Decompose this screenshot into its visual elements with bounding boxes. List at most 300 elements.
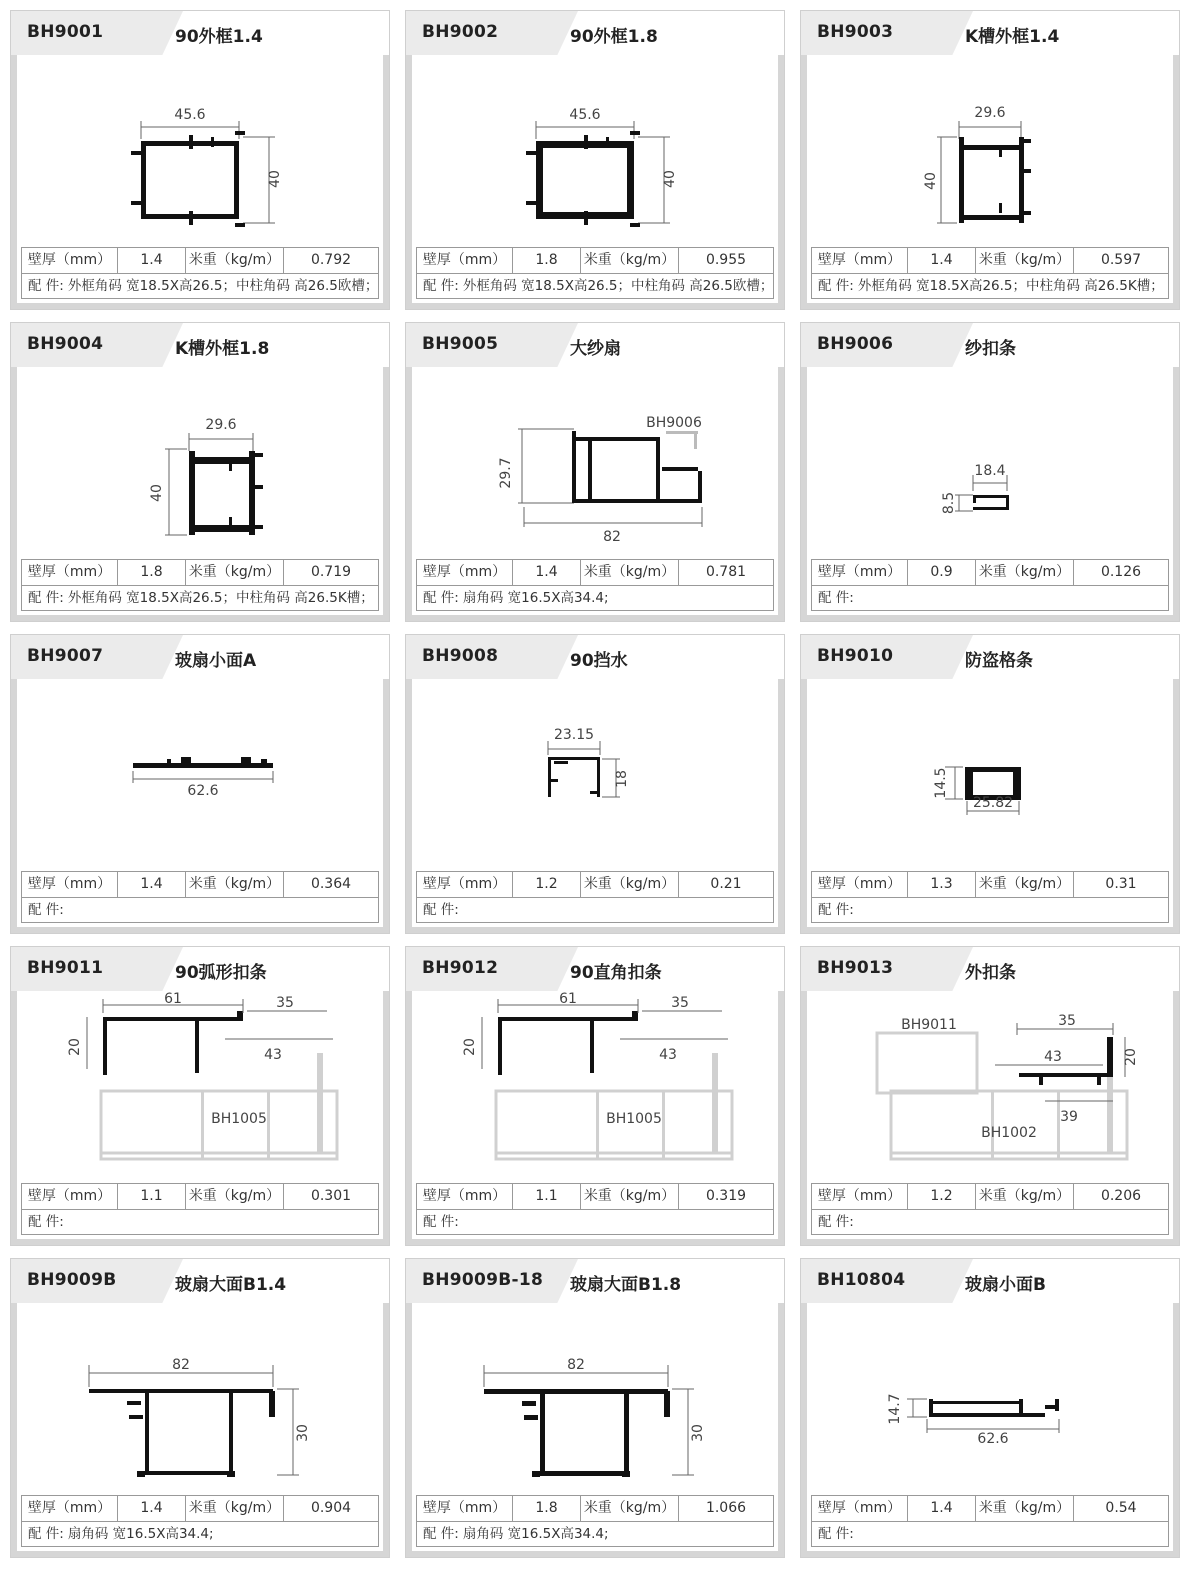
profile-part xyxy=(572,499,702,503)
dim-label: BH1002 xyxy=(981,1125,1037,1141)
weight-value: 0.31 xyxy=(1105,876,1137,892)
product-card xyxy=(405,10,785,310)
profile-part xyxy=(189,135,193,149)
thickness-value: 1.4 xyxy=(118,248,186,274)
card-body xyxy=(17,679,383,927)
profile-part xyxy=(103,1017,243,1021)
profile-part xyxy=(999,147,1002,157)
spec-row xyxy=(417,872,773,898)
profile-drawing xyxy=(412,55,778,247)
profile-part xyxy=(596,1091,599,1159)
product-card xyxy=(10,322,390,622)
thickness-value: 1.4 xyxy=(908,248,976,274)
dim-label: 14.7 xyxy=(887,1393,903,1425)
product-title: 大纱扇 xyxy=(570,339,621,359)
card-body xyxy=(807,991,1173,1239)
profile-part xyxy=(606,137,609,147)
card-body xyxy=(807,55,1173,303)
profile-drawing xyxy=(17,55,383,247)
drawing-area xyxy=(807,679,1173,871)
profile-drawing xyxy=(807,55,1173,247)
spec-table xyxy=(21,871,379,923)
profile-part xyxy=(694,431,697,449)
profile-part xyxy=(189,457,253,464)
profile-part xyxy=(965,767,973,799)
dim-label: 39 xyxy=(1060,1109,1078,1125)
card-body xyxy=(17,991,383,1239)
card-body xyxy=(807,367,1173,615)
profile-part xyxy=(959,215,1021,220)
profile-part xyxy=(1019,1399,1023,1417)
product-title: 玻扇大面B1.4 xyxy=(175,1275,287,1295)
accessory-label: 配 件: xyxy=(423,278,459,294)
thickness-value: 1.1 xyxy=(513,1184,581,1210)
spec-row xyxy=(812,872,1168,898)
product-card xyxy=(405,634,785,934)
dim-label: 20 xyxy=(67,1038,83,1056)
profile-part xyxy=(234,141,239,219)
accessory-label: 配 件: xyxy=(818,1214,854,1230)
thickness-value: 1.2 xyxy=(908,1184,976,1210)
profile-part xyxy=(127,1401,141,1405)
spec-row xyxy=(417,1184,773,1210)
drawing-area xyxy=(17,1303,383,1495)
dim-label: 82 xyxy=(567,1357,585,1373)
drawing-area xyxy=(412,55,778,247)
profile-part xyxy=(189,211,193,225)
profile-drawing xyxy=(807,679,1173,871)
accessory-value: 扇角码 宽16.5X高34.4; xyxy=(462,1526,609,1542)
accessory-value: 外框角码 宽18.5X高26.5；中柱角码 高26.5欧槽； xyxy=(462,278,773,294)
profile-part xyxy=(590,791,600,794)
product-code: BH9011 xyxy=(27,958,104,978)
weight-value: 0.719 xyxy=(310,564,352,580)
spec-table xyxy=(811,1495,1169,1547)
accessory-label: 配 件: xyxy=(28,902,64,918)
thickness-label: 壁厚（mm） xyxy=(417,248,513,274)
accessory-row xyxy=(812,1522,1168,1546)
card-header xyxy=(801,11,1179,55)
spec-table xyxy=(416,247,774,299)
profile-part xyxy=(133,763,273,768)
thickness-value: 0.9 xyxy=(908,560,976,586)
weight-value: 0.792 xyxy=(310,252,352,268)
accessory-value: 外框角码 宽18.5X高26.5；中柱角码 高26.5K槽； xyxy=(857,278,1164,294)
profile-part xyxy=(131,201,143,205)
product-code: BH9007 xyxy=(27,646,104,666)
spec-row xyxy=(22,248,378,274)
dim-label: BH9006 xyxy=(646,415,702,431)
drawing-area xyxy=(412,1303,778,1495)
profile-part xyxy=(229,517,232,527)
profile-part xyxy=(973,495,976,503)
profile-part xyxy=(181,757,191,765)
profile-part xyxy=(526,151,538,155)
profile-part xyxy=(1021,211,1031,215)
product-card xyxy=(405,946,785,1246)
weight-value: 0.781 xyxy=(705,564,747,580)
profile-part xyxy=(522,1401,536,1406)
product-card xyxy=(800,1258,1180,1558)
profile-part xyxy=(103,1017,107,1075)
profile-part xyxy=(666,431,698,434)
profile-part xyxy=(983,775,1003,791)
accessory-row xyxy=(22,1522,378,1546)
thickness-value: 1.8 xyxy=(118,560,186,586)
card-header xyxy=(11,947,389,991)
profile-part xyxy=(1097,1077,1101,1085)
dim-label: 43 xyxy=(264,1047,282,1063)
card-header xyxy=(11,1259,389,1303)
card-header xyxy=(406,947,784,991)
profile-part xyxy=(227,1471,235,1477)
spec-row xyxy=(417,248,773,274)
drawing-area xyxy=(17,55,383,247)
spec-row xyxy=(22,872,378,898)
accessory-label: 配 件: xyxy=(423,590,459,606)
product-title: 90外框1.4 xyxy=(175,27,263,47)
product-title: 玻扇小面A xyxy=(175,651,257,671)
dim-label: 45.6 xyxy=(174,107,206,123)
accessory-row xyxy=(417,898,773,922)
thickness-label: 壁厚（mm） xyxy=(22,1496,118,1522)
thickness-label: 壁厚（mm） xyxy=(417,560,513,586)
profile-part xyxy=(237,1011,243,1021)
accessory-value: 扇角码 宽16.5X高34.4; xyxy=(462,590,609,606)
profile-part xyxy=(584,211,588,225)
spec-row xyxy=(812,560,1168,586)
thickness-value: 1.1 xyxy=(118,1184,186,1210)
accessory-row xyxy=(812,1210,1168,1234)
profile-part xyxy=(137,1471,145,1477)
spec-table xyxy=(416,871,774,923)
product-code: BH9006 xyxy=(817,334,894,354)
profile-part xyxy=(167,759,171,765)
drawing-area xyxy=(807,55,1173,247)
product-code: BH9003 xyxy=(817,22,894,42)
profile-part xyxy=(1021,169,1031,173)
profile-part xyxy=(1039,1077,1043,1085)
card-header xyxy=(406,1259,784,1303)
card-body xyxy=(807,679,1173,927)
spec-table xyxy=(811,871,1169,923)
context-profile xyxy=(877,1033,977,1093)
profile-part xyxy=(498,1017,638,1021)
product-code: BH9002 xyxy=(422,22,499,42)
product-card xyxy=(10,10,390,310)
profile-part xyxy=(189,451,195,535)
profile-part xyxy=(548,757,600,760)
dim-label: 40 xyxy=(149,484,165,502)
profile-drawing xyxy=(412,367,778,559)
profile-drawing xyxy=(17,991,383,1183)
thickness-value: 1.4 xyxy=(118,872,186,898)
product-title: 90直角扣条 xyxy=(570,963,662,983)
accessory-label: 配 件: xyxy=(28,1526,64,1542)
dim-label: 30 xyxy=(690,1424,706,1442)
thickness-label: 壁厚（mm） xyxy=(812,560,908,586)
weight-label: 米重（kg/m） xyxy=(186,560,284,586)
product-code: BH9009B xyxy=(27,1270,117,1290)
profile-part xyxy=(999,203,1002,213)
card-body xyxy=(412,55,778,303)
profile-part xyxy=(929,1413,1045,1417)
weight-value: 0.319 xyxy=(705,1188,747,1204)
weight-value: 0.21 xyxy=(710,876,742,892)
thickness-label: 壁厚（mm） xyxy=(22,560,118,586)
profile-drawing xyxy=(412,991,778,1183)
product-code: BH9009B-18 xyxy=(422,1270,544,1290)
product-title: 玻扇小面B xyxy=(965,1275,1046,1295)
thickness-label: 壁厚（mm） xyxy=(22,1184,118,1210)
dim-label: 23.15 xyxy=(553,727,595,743)
profile-part xyxy=(195,1017,199,1073)
product-code: BH9008 xyxy=(422,646,499,666)
weight-value: 0.955 xyxy=(705,252,747,268)
thickness-value: 1.4 xyxy=(908,1496,976,1522)
product-title: 90挡水 xyxy=(570,651,628,671)
dim-label: 40 xyxy=(267,170,283,188)
card-header xyxy=(11,323,389,367)
accessory-value: 扇角码 宽16.5X高34.4; xyxy=(67,1526,214,1542)
weight-label: 米重（kg/m） xyxy=(186,872,284,898)
dim-label: 43 xyxy=(1044,1049,1062,1065)
accessory-row xyxy=(22,274,378,298)
dim-label: 45.6 xyxy=(569,107,601,123)
dim-label: 29.6 xyxy=(205,417,237,433)
profile-part xyxy=(241,757,251,765)
product-card xyxy=(800,946,1180,1246)
spec-table xyxy=(811,247,1169,299)
profile-part xyxy=(249,451,255,535)
accessory-label: 配 件: xyxy=(28,1214,64,1230)
accessory-row xyxy=(417,586,773,610)
thickness-label: 壁厚（mm） xyxy=(22,872,118,898)
accessory-label: 配 件: xyxy=(28,278,64,294)
product-title: 外扣条 xyxy=(965,963,1016,983)
profile-part xyxy=(656,437,660,501)
drawing-area xyxy=(412,679,778,871)
product-title: 防盗格条 xyxy=(965,651,1033,671)
drawing-area xyxy=(17,367,383,559)
context-profile xyxy=(891,1091,1127,1153)
dim-label: BH1005 xyxy=(606,1111,662,1127)
profile-part xyxy=(584,135,588,149)
product-card xyxy=(800,10,1180,310)
dim-label: 40 xyxy=(923,172,939,190)
dim-label: 82 xyxy=(172,1357,190,1373)
profile-part xyxy=(630,223,640,227)
card-body xyxy=(17,367,383,615)
thickness-label: 壁厚（mm） xyxy=(417,872,513,898)
card-body xyxy=(807,1303,1173,1551)
product-title: 纱扣条 xyxy=(965,339,1016,359)
profile-drawing xyxy=(17,1303,383,1495)
product-code: BH9010 xyxy=(817,646,894,666)
weight-label: 米重（kg/m） xyxy=(186,1184,284,1210)
profile-part xyxy=(1107,1037,1113,1077)
product-title: 90弧形扣条 xyxy=(175,963,267,983)
profile-drawing xyxy=(807,991,1173,1183)
thickness-value: 1.8 xyxy=(513,248,581,274)
profile-part xyxy=(253,453,263,457)
dim-label: 8.5 xyxy=(941,491,957,515)
card-body xyxy=(412,367,778,615)
thickness-label: 壁厚（mm） xyxy=(417,1184,513,1210)
profile-part xyxy=(973,507,1009,510)
profile-part xyxy=(269,1391,275,1417)
profile-part xyxy=(590,1017,594,1073)
weight-value: 1.066 xyxy=(705,1500,747,1516)
dim-label: 18 xyxy=(614,770,630,788)
dim-label: BH1005 xyxy=(211,1111,267,1127)
profile-drawing xyxy=(17,679,383,871)
dim-label: 29.6 xyxy=(974,105,1006,121)
weight-label: 米重（kg/m） xyxy=(581,248,679,274)
drawing-area xyxy=(807,991,1173,1183)
accessory-row xyxy=(812,586,1168,610)
accessory-label: 配 件: xyxy=(423,1214,459,1230)
thickness-label: 壁厚（mm） xyxy=(417,1496,513,1522)
accessory-row xyxy=(417,274,773,298)
profile-part xyxy=(189,525,253,532)
card-header xyxy=(11,635,389,679)
accessory-row xyxy=(417,1210,773,1234)
drawing-area xyxy=(17,679,383,871)
product-card xyxy=(10,946,390,1246)
weight-label: 米重（kg/m） xyxy=(581,872,679,898)
profile-part xyxy=(498,1017,502,1075)
weight-label: 米重（kg/m） xyxy=(581,560,679,586)
spec-row xyxy=(417,1496,773,1522)
spec-table xyxy=(21,559,379,611)
spec-table xyxy=(416,559,774,611)
product-card xyxy=(10,1258,390,1558)
dim-label: 29.7 xyxy=(498,457,514,489)
spec-table xyxy=(21,247,379,299)
spec-row xyxy=(22,1496,378,1522)
profile-part xyxy=(630,131,640,135)
card-header xyxy=(406,635,784,679)
accessory-value: 外框角码 宽18.5X高26.5；中柱角码 高26.5K槽； xyxy=(67,590,374,606)
context-profile xyxy=(101,1153,337,1159)
dim-label: 35 xyxy=(276,995,294,1011)
dim-label: 61 xyxy=(164,991,182,1007)
profile-part xyxy=(129,1415,143,1419)
accessory-label: 配 件: xyxy=(423,902,459,918)
card-header xyxy=(801,1259,1179,1303)
weight-value: 0.126 xyxy=(1100,564,1142,580)
profile-part xyxy=(1013,767,1021,799)
product-card xyxy=(800,322,1180,622)
profile-part xyxy=(229,461,232,471)
profile-part xyxy=(1019,1073,1113,1077)
thickness-value: 1.4 xyxy=(513,560,581,586)
accessory-row xyxy=(812,898,1168,922)
profile-part xyxy=(624,1389,629,1475)
profile-part xyxy=(524,1415,538,1420)
spec-table xyxy=(416,1495,774,1547)
profile-part xyxy=(959,145,1021,150)
drawing-area xyxy=(807,1303,1173,1495)
accessory-label: 配 件: xyxy=(818,902,854,918)
spec-table xyxy=(811,1183,1169,1235)
dim-label: 35 xyxy=(671,995,689,1011)
profile-drawing xyxy=(807,1303,1173,1495)
profile-part xyxy=(253,485,263,489)
profile-part xyxy=(662,467,698,471)
product-title: K槽外框1.8 xyxy=(175,339,270,359)
profile-drawing xyxy=(412,1303,778,1495)
profile-part xyxy=(965,767,1021,772)
accessory-value: 外框角码 宽18.5X高26.5；中柱角码 高26.5欧槽； xyxy=(67,278,378,294)
product-code: BH9012 xyxy=(422,958,499,978)
spec-row xyxy=(22,560,378,586)
product-code: BH9005 xyxy=(422,334,499,354)
product-code: BH9001 xyxy=(27,22,104,42)
spec-row xyxy=(22,1184,378,1210)
profile-part xyxy=(253,525,263,529)
profile-part xyxy=(267,1091,270,1159)
dim-label: 20 xyxy=(1123,1048,1139,1066)
thickness-value: 1.3 xyxy=(908,872,976,898)
weight-label: 米重（kg/m） xyxy=(976,1496,1074,1522)
drawing-area xyxy=(17,991,383,1183)
profile-part xyxy=(548,757,551,797)
product-card xyxy=(800,634,1180,934)
drawing-area xyxy=(412,991,778,1183)
profile-part xyxy=(145,1389,149,1475)
context-profile xyxy=(891,1153,1127,1159)
accessory-row xyxy=(22,1210,378,1234)
dim-label: 14.5 xyxy=(933,767,949,799)
card-body xyxy=(412,1303,778,1551)
profile-part xyxy=(1055,1399,1059,1411)
profile-part xyxy=(1021,139,1031,143)
weight-label: 米重（kg/m） xyxy=(976,1184,1074,1210)
product-title: K槽外框1.4 xyxy=(965,27,1060,47)
profile-part xyxy=(229,1389,233,1475)
drawing-area xyxy=(412,367,778,559)
profile-part xyxy=(554,761,568,764)
profile-part xyxy=(526,201,538,205)
accessory-row xyxy=(812,274,1168,298)
product-card xyxy=(405,1258,785,1558)
spec-row xyxy=(812,1496,1168,1522)
card-header xyxy=(801,323,1179,367)
spec-table xyxy=(811,559,1169,611)
dim-label: BH9011 xyxy=(901,1017,957,1033)
thickness-label: 壁厚（mm） xyxy=(22,248,118,274)
dim-label: 61 xyxy=(559,991,577,1007)
card-body xyxy=(17,1303,383,1551)
card-header xyxy=(406,323,784,367)
profile-part xyxy=(698,471,702,499)
context-profile xyxy=(496,1153,732,1159)
accessory-label: 配 件: xyxy=(818,1526,854,1542)
card-body xyxy=(17,55,383,303)
accessory-row xyxy=(22,586,378,610)
accessory-label: 配 件: xyxy=(423,1526,459,1542)
profile-part xyxy=(235,131,245,135)
weight-value: 0.54 xyxy=(1105,1500,1137,1516)
weight-value: 0.597 xyxy=(1100,252,1142,268)
profile-part xyxy=(540,1471,628,1476)
thickness-value: 1.4 xyxy=(118,1496,186,1522)
thickness-label: 壁厚（mm） xyxy=(812,248,908,274)
dim-label: 30 xyxy=(295,1424,311,1442)
profile-drawing xyxy=(17,367,383,559)
